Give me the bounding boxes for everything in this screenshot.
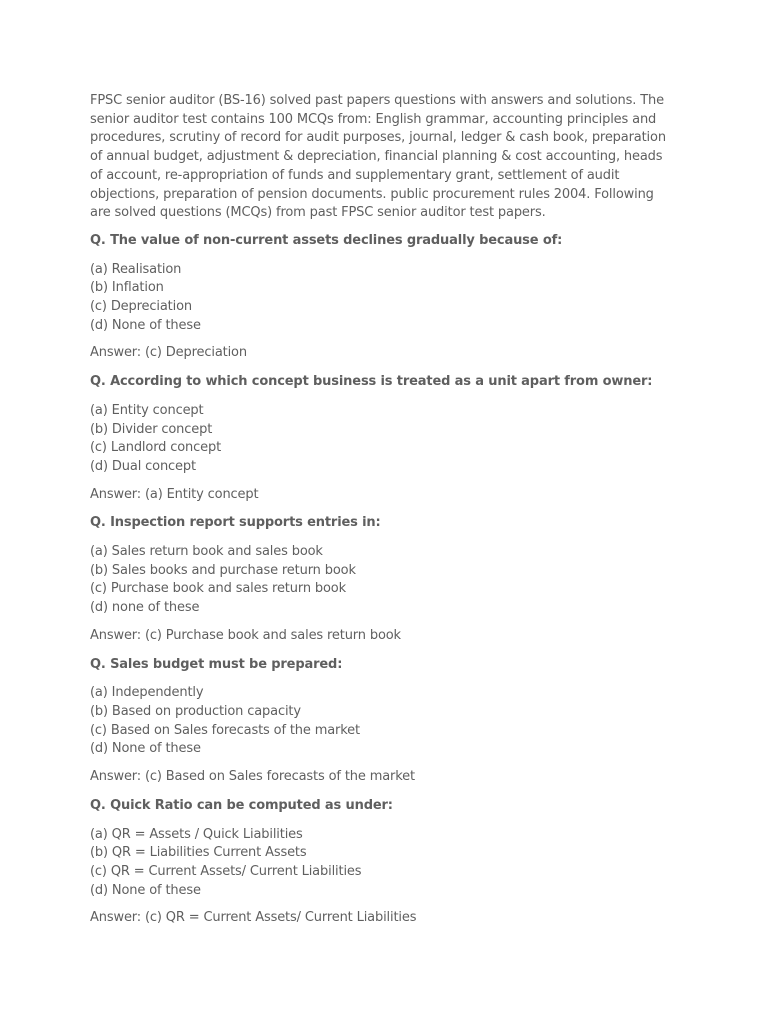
option-item: (a) Entity concept: [90, 402, 204, 418]
option-item: (d) None of these: [90, 741, 201, 757]
question-text: Q. Quick Ratio can be computed as under:: [90, 797, 393, 813]
option-item: (a) Independently: [90, 685, 204, 701]
option-item: (b) Based on production capacity: [90, 703, 301, 719]
option-item: (a) Sales return book and sales book: [90, 544, 323, 560]
question-text: Q. According to which concept business is treated as a unit apart from owner:: [90, 374, 653, 390]
option-item: (d) None of these: [90, 317, 201, 333]
question-text: Q. The value of non-current assets declines gradually because of:: [90, 232, 563, 248]
option-item: (d) Dual concept: [90, 458, 196, 474]
mcq-block: [90, 656, 676, 787]
option-item: (b) Divider concept: [90, 421, 213, 437]
option-item: (d) None of these: [90, 882, 201, 898]
answer-text: Answer: (c) Purchase book and sales return book: [90, 627, 401, 643]
option-item: (b) Inflation: [90, 280, 164, 296]
option-item: (c) Purchase book and sales return book: [90, 581, 346, 597]
options-list: [90, 826, 676, 901]
answer-text: Answer: (c) QR = Current Assets/ Current Liabilities: [90, 910, 417, 926]
options-list: [90, 543, 676, 618]
options-list: [90, 261, 676, 336]
mcq-block: [90, 373, 676, 504]
answer-text: Answer: (c) Based on Sales forecasts of the market: [90, 769, 415, 785]
intro-paragraph: FPSC senior auditor (BS-16) solved past papers questions with answers and solutions. The senior auditor test contains 100 MCQs from: English grammar, accounting principles and procedures, scrutiny of record for audit purposes, journal, ledger & cash book, preparation of annual budget, adjustment & depreciation, financial planning & cost accounting, heads of account, re-appropriation of funds and supplementary grant, settlement of audit objections, preparation of pension documents. public procurement rules 2004. Following are solved questions (MCQs) from past FPSC senior auditor test papers.: [90, 93, 666, 221]
option-item: (d) none of these: [90, 600, 200, 616]
option-item: (a) QR = Assets / Quick Liabilities: [90, 826, 303, 842]
mcq-block: [90, 514, 676, 645]
option-item: (b) Sales books and purchase return book: [90, 562, 356, 578]
option-item: (a) Realisation: [90, 261, 182, 277]
option-item: (c) QR = Current Assets/ Current Liabilities: [90, 863, 362, 879]
option-item: (c) Depreciation: [90, 299, 192, 315]
option-item: (c) Based on Sales forecasts of the market: [90, 722, 360, 738]
question-text: Q. Sales budget must be prepared:: [90, 656, 343, 672]
mcq-block: [90, 797, 676, 928]
option-item: (c) Landlord concept: [90, 440, 222, 456]
options-list: [90, 402, 676, 477]
answer-text: Answer: (a) Entity concept: [90, 486, 259, 502]
option-item: (b) QR = Liabilities Current Assets: [90, 845, 307, 861]
question-text: Q. Inspection report supports entries in:: [90, 515, 381, 531]
mcq-block: [90, 232, 676, 363]
options-list: [90, 684, 676, 759]
answer-text: Answer: (c) Depreciation: [90, 345, 247, 361]
document-page: [90, 92, 676, 938]
